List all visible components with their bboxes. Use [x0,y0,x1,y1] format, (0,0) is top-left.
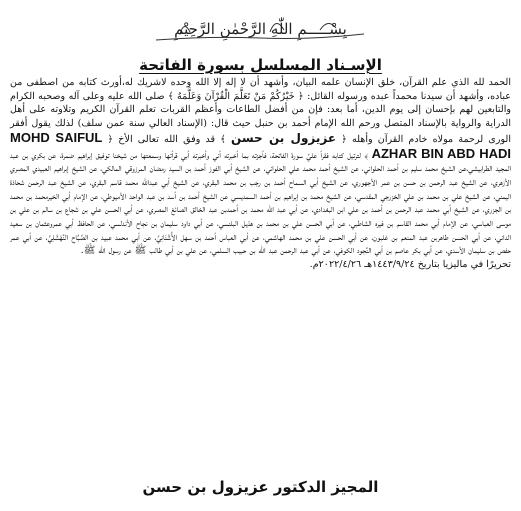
body-paragraph [10,76,511,258]
connector-text: ﴾ قد وفق الله تعالى الأخ ﴿ [107,133,226,145]
document-body [10,76,511,272]
date-line: تحريرًا في ماليزيا بتاريخ ١٤٤٣/٩/٢٤هـ ٢٠٢٢/٤/٢٦م. [309,259,511,271]
grantor-name: عزيزول بن حسن [231,130,337,145]
signature-line: المجيز الدكتور عزيزول بن حسن [142,478,379,496]
chain-of-narration: ﴾ لترتيل كتابه فقرأ عليَّ سورة الفاتحة، فأجزته بما أخبرته أني وأخبرته أبي قرأتها وسمعتها من شيخنا توفيق إبراهيم ضمرة، عن بكري بن عبد المجيد الطرابيشي،عن الشيخ محمد سليم بن أحمد الحلواني، عن الشيخ أحمد محمد علي الحلواني، عن الشيخ أبي الفوز أحمد بن السيد رمضان المرزوقي المالكي، عن الشيخ إبراهيم العبيدي المصري الأزهري، عن الشيخ عبد الرحمن بن حسن بن عمر الأجهوري، عن الشيخ أبي السماح أحمد بن رجب بن محمد البقري، عن الشيخ أبي عبدالله محمد قاسم البقري، عن الشيخ عبد الرحمن شحاذة اليمني، عن الشيخ علي بن محمد بن علي الخزرجي المقدسي، عن الشيخ محمد بن إبراهيم بن أحمد السمديسي عن الشيخ أحمد بن أسد بن عبد الواحد الأميوطي، عن الإمام أبي الخيرمحمد بن محمد بن الجزري، عن الشيخ أبي محمد عبد الرحمن بن أحمد بن علي ابن البغدادي، عن أبي عبد الله محمد بن أحمدبن عبد الخالق الصائغ المصري، عن أبي الحسن علي بن شجاع بن سالم بن علي بن موسى العباسي، عن الإمام أبي محمد القاسم بن فيره الشاطبي، عن أبي الحسن علي بن محمد بن هذيل البلنسي، عن أبي داود سليمان بن نجاح الأندلسي، عن الحافظ أبي عمروعثمان بن سعيد الداني، عن أبي الحسن طاهربن عبد المنعم بن غلبون، عن أبي الحسن علي بن محمد الهاشمي، عن أبي العباس أحمد بن سهل الأُشْنَانِيِّ، عن أبي محمد عبيد بن الصَّبَّاح النَّهْشَلِيِّ، عن أبي عمر حفص بن سليمان الأسدي، عن أبي بكر عاصم بن أبي النَّجود الكوفي، عن أبي عبد الرحمن عبد الله بن حبيب السلمي، عن علي بن أبي طالب ﷺ عن رسول الله ﷺ. [10,149,511,257]
document-title: الإسـناد المسلسل بسورة الفاتحة [139,56,382,74]
recipient-name: MOHD SAIFUL AZHAR BIN ABD HADI [10,129,511,161]
opening-text: الحمد لله الذي علم القرآن، خلق الإنسان علمه البيان، وأشهد أن لا إله إلا الله وحده لاشريك له،أورث كتابه من اصطفى من عباده، وأشهد أن سيدنا محمداً عبده ورسوله القائل: ﴿ خَيْرُكُمْ مَنْ تَعَلَّمَ الْقُرْآنَ وَعَلَّمَهُ ﴾ صلى الله عليه وعلى آله وصحبه الكرام والتابعين لهم بإحسان إلى يوم الدين، أما بعد: فإن من أفضل الطاعات وأعظم القربات تعلم القرآن الكريم وتلاوته على أهل الدراية والرواية بالإسناد المتصل ورحم الله الإمام أحمد بن حنبل حيث قال: (الإسناد العالي سنة عمن سلف) لذلك يقول أفقر الورى لرحمة مولاه خادم القرآن وأهله ﴿ [10,77,511,145]
basmala-heading: بِسْـــــمِ اللّٰهِ الرَّحْمٰنِ الرَّحِيْمِ [174,20,347,38]
